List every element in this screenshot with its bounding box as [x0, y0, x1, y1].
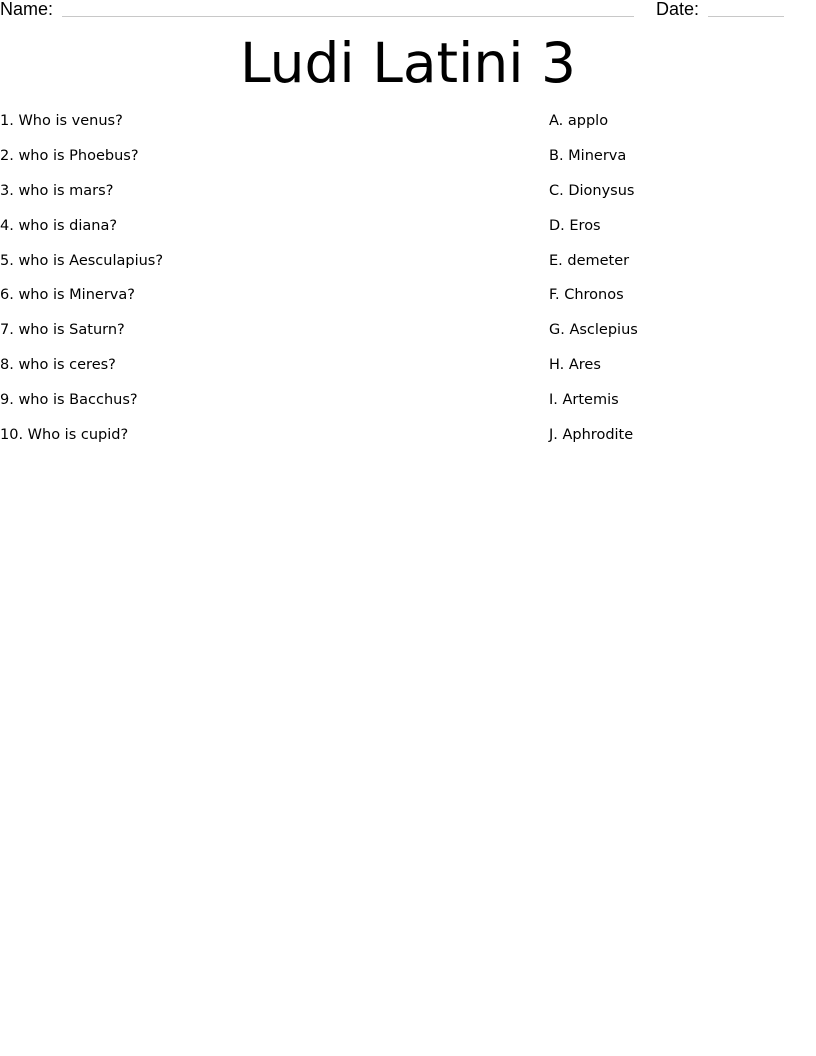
answer-item: D. Eros: [549, 217, 601, 234]
answer-item: I. Artemis: [549, 392, 619, 409]
answer-item: A. applo: [549, 113, 609, 129]
questions-list: [0, 111, 163, 460]
answer-item: C. Dionysus: [549, 182, 635, 199]
question-item: 5. who is Aesculapius?: [0, 252, 164, 269]
question-item: 4. who is diana?: [0, 217, 118, 234]
question-item: 10. Who is cupid?: [0, 427, 129, 444]
date-label: Date:: [656, 0, 700, 19]
question-item: 6. who is Minerva?: [0, 287, 135, 304]
name-label: Name:: [0, 0, 54, 19]
answer-item: B. Minerva: [549, 147, 627, 164]
question-item: 1. Who is venus?: [0, 113, 123, 129]
answer-item: E. demeter: [549, 252, 630, 269]
name-field-line[interactable]: [62, 16, 634, 17]
answer-item: H. Ares: [549, 357, 601, 374]
question-item: 3. who is mars?: [0, 182, 114, 199]
question-item: 2. who is Phoebus?: [0, 147, 139, 164]
question-item: 8. who is ceres?: [0, 357, 116, 374]
question-item: 7. who is Saturn?: [0, 322, 125, 339]
answer-item: G. Asclepius: [549, 322, 638, 339]
worksheet-header: [0, 0, 816, 22]
date-field-line[interactable]: [708, 16, 784, 17]
page-title: Ludi Latini 3: [239, 31, 576, 95]
answers-list: [549, 111, 638, 460]
answer-item: J. Aphrodite: [549, 427, 634, 444]
question-item: 9. who is Bacchus?: [0, 392, 138, 409]
answer-item: F. Chronos: [549, 287, 624, 304]
